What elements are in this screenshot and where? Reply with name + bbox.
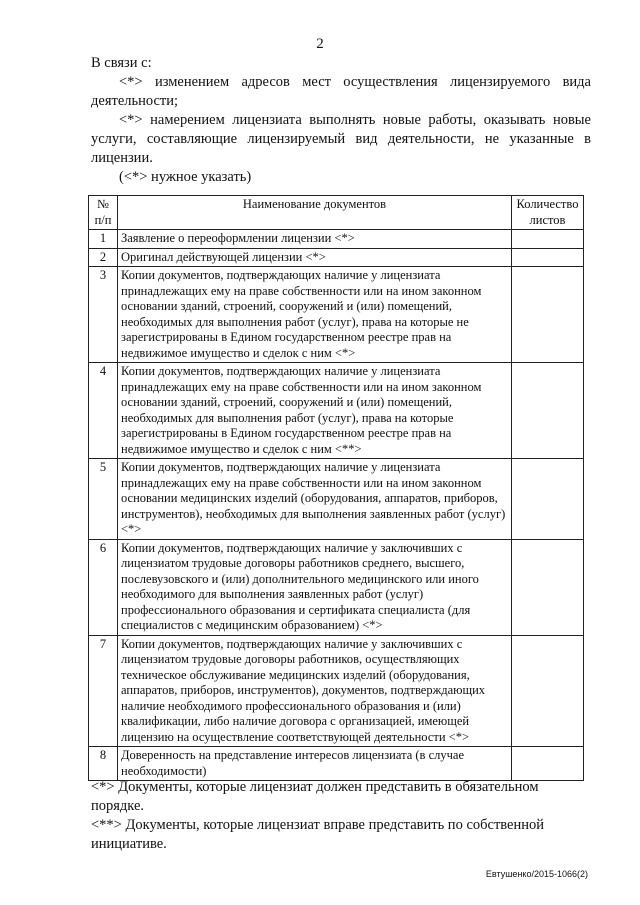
table-row xyxy=(89,539,584,635)
row-num: 2 xyxy=(89,248,118,267)
row-num: 7 xyxy=(89,635,118,747)
row-document-name: Доверенность на представление интересов лицензиата (в случае необходимости) xyxy=(118,747,512,781)
row-sheet-count[interactable] xyxy=(512,248,584,267)
row-num: 3 xyxy=(89,267,118,363)
row-document-name: Оригинал действующей лицензии <*> xyxy=(118,248,512,267)
table-header-row xyxy=(89,196,584,230)
row-sheet-count[interactable] xyxy=(512,635,584,747)
intro-option-works: <*> намерением лицензиата выполнять новые работы, оказывать новые услуги, составляющие лицензируемый вид деятельности, не указанные в лицензии. xyxy=(91,112,591,166)
row-document-name: Копии документов, подтверждающих наличие у заключивших с лицензиатом трудовые договоры работников среднего, высшего, послевузовского и (или) дополнительного медицинского или иного необходимого для выполнения заявленных работ (услуг) профессионального образования и сертификата специалиста (для специалистов с медицинским образованием) <*> xyxy=(118,539,512,635)
row-sheet-count[interactable] xyxy=(512,539,584,635)
footer-document-code: Евтушенко/2015-1066(2) xyxy=(485,869,588,879)
row-sheet-count[interactable] xyxy=(512,363,584,459)
row-sheet-count[interactable] xyxy=(512,747,584,781)
intro-option-address: <*> изменением адресов мест осуществления лицензируемого вида деятельности; xyxy=(91,74,591,109)
footnote-mandatory: <*> Документы, которые лицензиат должен представить в обязательном порядке. xyxy=(91,779,539,814)
row-document-name: Копии документов, подтверждающих наличие у лицензиата принадлежащих ему на праве собственности или на ином законном основании зданий, строений, сооружений и (или) помещений, необходимых для выполнения работ (услуг), права на которые не зарегистрированы в Едином государственном реестре прав на недвижимое имущество и сделок с ним <*> xyxy=(118,267,512,363)
table-row xyxy=(89,459,584,540)
row-sheet-count[interactable] xyxy=(512,267,584,363)
intro-line: В связи с: xyxy=(91,55,152,71)
row-num: 5 xyxy=(89,459,118,540)
page-number: 2 xyxy=(316,36,324,52)
table-row xyxy=(89,747,584,781)
row-document-name: Копии документов, подтверждающих наличие у лицензиата принадлежащих ему на праве собственности или на ином законном основании зданий, строений, сооружений и (или) помещений, необходимых для выполнения работ (услуг), права на которые зарегистрированы в Едином государственном реестре прав на недвижимое имущество и сделок с ним <**> xyxy=(118,363,512,459)
row-num: 4 xyxy=(89,363,118,459)
table-row xyxy=(89,363,584,459)
row-num: 8 xyxy=(89,747,118,781)
header-num: № п/п xyxy=(89,196,118,230)
row-num: 1 xyxy=(89,230,118,249)
header-name: Наименование документов xyxy=(118,196,512,230)
row-document-name: Копии документов, подтверждающих наличие у заключивших с лицензиатом трудовые договоры работников, осуществляющих техническое обслуживание медицинских изделий (оборудования, аппаратов, приборов, инструментов), документов, подтверждающих наличие необходимого профессионального образования и (или) квалификации, либо наличие договора с организацией, имеющей лицензию на осуществление соответствующей деятельности <*> xyxy=(118,635,512,747)
row-document-name: Копии документов, подтверждающих наличие у лицензиата принадлежащих ему на праве собственности или на ином законном основании медицинских изделий (оборудования, аппаратов, приборов, инструментов), необходимых для выполнения заявленных работ (услуг) <*> xyxy=(118,459,512,540)
row-sheet-count[interactable] xyxy=(512,459,584,540)
intro-note: (<*> нужное указать) xyxy=(119,169,252,185)
documents-table xyxy=(88,195,584,781)
footnote-optional: <**> Документы, которые лицензиат вправе представить по собственной инициативе. xyxy=(91,817,545,852)
table-row xyxy=(89,635,584,747)
table-row xyxy=(89,267,584,363)
row-sheet-count[interactable] xyxy=(512,230,584,249)
table-row xyxy=(89,230,584,249)
row-document-name: Заявление о переоформлении лицензии <*> xyxy=(118,230,512,249)
row-num: 6 xyxy=(89,539,118,635)
table-row xyxy=(89,248,584,267)
header-count: Количество листов xyxy=(512,196,584,230)
